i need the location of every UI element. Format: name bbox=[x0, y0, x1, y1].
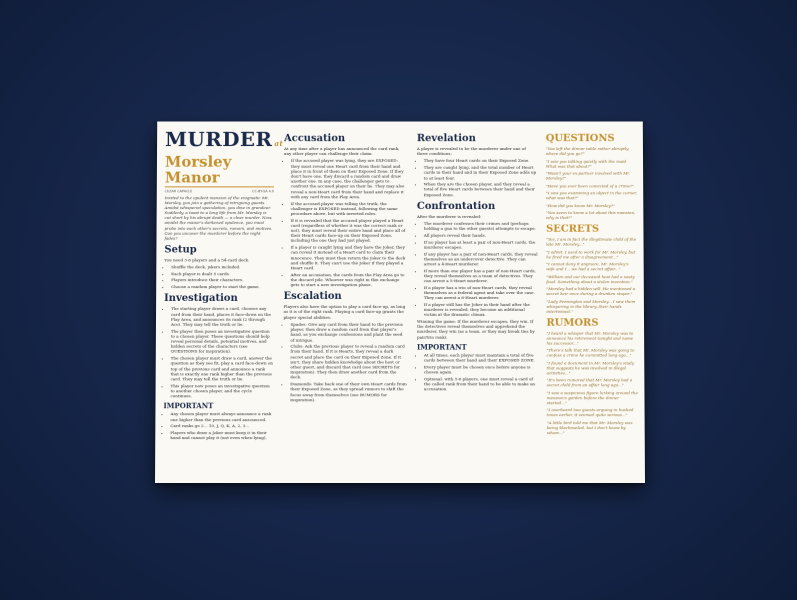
secret-quote: "William and our deceased host had a nasty feud. Something about a stolen invention." bbox=[546, 273, 635, 284]
setup-item: • Players introduce their characters. bbox=[171, 278, 274, 283]
rumor-quote: "I found a document in Mr. Morsley's study that suggests he was involved in illegal activities..." bbox=[546, 359, 635, 375]
secret-quote: "I admit, I used to work for Mr. Morsley, but he fired me after a disagreement..." bbox=[546, 249, 636, 259]
rumor-quote: "I saw a suspicious figure lurking around the mansion's garden before the dinner started..." bbox=[546, 389, 638, 405]
confrontation-item: • If any player has a pair of non-Heart cards, they reveal themselves as an undercover detective. They can arrest a 4-Heart murderer. bbox=[424, 251, 538, 266]
column-2 bbox=[283, 129, 407, 477]
accusation-lead: At any time after a player has announced the card rank, any other player can challenge their claim: bbox=[283, 146, 400, 157]
rumors-heading: RUMORS bbox=[546, 317, 599, 329]
rules-sheet bbox=[155, 122, 645, 483]
setup-item: • Choose a random player to start the game. bbox=[171, 284, 274, 289]
escalation-item: • Diamonds: Take back one of their own Heart cards from their Exposed Zone, as they spread rumors to shift the focus away from themselves (see RUMORS for inspiration). bbox=[290, 381, 407, 402]
accusation-item: • If the accused player was telling the truth, the challenger is EXPOSED instead, following the same procedure above, but with inverted roles. bbox=[291, 201, 407, 216]
column-1 bbox=[163, 127, 284, 477]
investigation-list bbox=[163, 306, 273, 398]
rumor-quote: "It's been rumored that Mr. Morsley had a secret child from an affair long ago..." bbox=[546, 377, 633, 388]
confrontation-item: • If no player has at least a pair of non-Heart cards, the murderer escapes. bbox=[424, 239, 538, 249]
title-murder: MURDER at bbox=[164, 127, 284, 151]
setup-list bbox=[164, 264, 274, 289]
rumor-quote: "I heard a whisper that Mr. Morsley was to announce his retirement tonight and name his successor..." bbox=[546, 330, 634, 346]
important-list bbox=[417, 352, 539, 391]
escalation-list bbox=[283, 322, 407, 403]
intro-text: Invited to the opulent mansion of the enigmatic Mr. Morsley, you join a gathering of intriguing guests. Amidst whispered speculation, you dine in grandeur. Suddenly, a toast to a long life from Mr. Morsley is cut short by his abrupt death — a clear murder. Now, amidst the manor's darkened opulence, you must probe into each other's secrets, rumors, and motives. Can you uncover the murderer before the night fades? bbox=[164, 195, 273, 241]
secret-quote: "Yes, I am in fact the illegitimate child of the late Mr. Morsley..." bbox=[546, 236, 637, 247]
rumor-quote: "I overheard two guests arguing in hushed tones earlier, it seemed quite serious..." bbox=[546, 407, 634, 418]
investigation-item: • The chosen player must draw a card, answer the question as they see fit, play a card face-down on top of the previous card and announce a rank that is exactly one rank higher than the previous card. They may tell the truth or lie. bbox=[171, 356, 274, 382]
revelation-list bbox=[417, 158, 538, 197]
accusation-list bbox=[284, 158, 407, 287]
accusation-item: • If the accused player was lying, they are EXPOSED: they must reveal one Heart card from their hand and place it in front of them on their Exposed Zone. If they don't have one, they discard a random card and draw another one. In any case, the challenger gets to confront the accused player on their lie. They may also reveal a non-Heart card from their hand and replace it with any card from the Play Area. bbox=[291, 158, 407, 199]
confrontation-item: • The murderer confesses their crimes and (perhaps holding a gun to the other guests) attempts to escape. bbox=[424, 221, 538, 231]
title-morsley-manor: Morsley Manor bbox=[165, 154, 274, 187]
confrontation-item: • If more than one player has a pair of non-Heart cards, they reveal themselves as a team of detectives. They can arrest a 5-Heart murderer. bbox=[424, 268, 538, 283]
question-quote: "Wasn't your ex-partner involved with Mr. Morsley?" bbox=[545, 170, 631, 181]
column-3 bbox=[417, 129, 539, 477]
important-item: • Optional: with 5-6 players, one must reveal a card of the called rank from their hand to be able to make an accusation. bbox=[424, 376, 539, 392]
revelation-heading: Revelation bbox=[416, 133, 476, 145]
revelation-item: • They are caught lying, and the total number of Heart cards in their hand and in their Exposed Zone adds up to at least four. bbox=[424, 165, 538, 180]
winning-text: Winning the game: If the murderer escapes, they win. If the detectives reveal themselves and apprehend the murderer, they win (as a team, or they may break ties by pair/trio rank). bbox=[416, 318, 535, 340]
important-list bbox=[163, 411, 273, 440]
important-item: • Every player must be chosen once before anyone is chosen again. bbox=[424, 364, 539, 374]
investigation-heading: Investigation bbox=[164, 293, 238, 305]
accusation-item: • If it is revealed that the accused player played a Heart card (regardless of whether it was the correct rank or not), they must reveal their entire hand and place all of their Heart cards face-up on their Exposed Zone, including the one they had just played. bbox=[291, 218, 407, 244]
column-4 bbox=[546, 129, 639, 477]
accusation-heading: Accusation bbox=[283, 133, 346, 145]
important-heading: IMPORTANT bbox=[416, 342, 467, 352]
escalation-lead: Players also have the option to play a card face-up, as long as it is of the right rank. Playing a card face-up grants the player special abilities: bbox=[283, 304, 406, 320]
rumor-quote: "There's talk that Mr. Morsley was going to confess a crime he committed long ago..." bbox=[546, 347, 635, 358]
confrontation-item: • If a player has a trio of non-Heart cards, they reveal themselves as a federal agent and take over the case. They can arrest a 6-Heart murderer. bbox=[424, 285, 538, 300]
title-at: at bbox=[274, 139, 284, 149]
accusation-item: • If a player is caught lying and they have the Joker, they can reveal it instead of a Heart card to claim their innocence. They must then return the Joker to the deck and shuffle it. They can't use the Joker if they played a Heart card. bbox=[291, 245, 407, 271]
confrontation-heading: Confrontation bbox=[416, 200, 496, 212]
important-item: • Players who draw a Joker must keep it in their hand and cannot play it (not even when lying). bbox=[170, 430, 273, 440]
secrets-heading: SECRETS bbox=[546, 223, 600, 235]
author: CEZAR CAPACLE bbox=[164, 189, 193, 194]
questions-heading: QUESTIONS bbox=[545, 133, 615, 145]
question-quote: "I saw you talking quietly with the maid. What was that about?" bbox=[545, 158, 628, 169]
byline bbox=[165, 189, 274, 193]
important-heading: IMPORTANT bbox=[163, 401, 214, 411]
question-quote: "Have you ever been convicted of a crime?" bbox=[545, 182, 634, 188]
accusation-item: • After an accusation, the cards from the Play Area go to the discard pile. Whoever was right in this exchange gets to start a new investigation phase. bbox=[291, 272, 407, 287]
license: CC-BY-SA 4.0 bbox=[252, 189, 274, 194]
investigation-item: • The starting player draws a card, chooses any card from their hand, places it face-down on the Play Area, and announces its rank (2 through Ace). They may tell the truth or lie. bbox=[171, 306, 274, 327]
investigation-item: • This player now poses an investigative question to another chosen player, and the cycle continues. bbox=[170, 383, 273, 399]
confrontation-list bbox=[417, 221, 539, 317]
secret-quote: "Lady Pennington and Morsley... I saw them whispering in the library, their hands intertwined." bbox=[546, 298, 636, 314]
confrontation-lead: After the murderer is revealed: bbox=[416, 213, 482, 219]
secret-quote: "Morsley had a hidden will. He mentioned a secret heir once during a drunken stupor." bbox=[546, 286, 636, 296]
setup-heading: Setup bbox=[164, 244, 197, 256]
important-item: • At all times, each player must maintain a total of five cards between their hand and their EXPOSED ZONE. bbox=[424, 352, 539, 362]
confrontation-item: • All players reveal their hands. bbox=[424, 233, 538, 238]
question-quote: "You left the dinner table rather abruptly, where did you go?" bbox=[545, 146, 630, 156]
important-item: • Any chosen player must always announce a rank one higher than the previous card announced. bbox=[170, 411, 273, 421]
revelation-item: • When they are the chosen player, and they reveal a total of five Heart cards between their hand and their Exposed Zone. bbox=[424, 182, 538, 197]
revelation-lead: A player is revealed to be the murderer under one of three conditions: bbox=[416, 146, 526, 157]
setup-lead: You need 3-6 players and a 54-card deck. bbox=[164, 257, 250, 263]
setup-item: • Shuffle the deck, jokers included. bbox=[171, 264, 273, 269]
question-quote: "I saw you examining an object in the corner, what was that?" bbox=[545, 190, 638, 201]
escalation-item: • Spades: Give any card from their hand to the previous player, then draw a random card from that player's hand, as you exchange confessions and plant the seed of intrigue. bbox=[290, 322, 407, 343]
setup-item: • Each player is dealt 5 cards. bbox=[171, 271, 273, 276]
escalation-item: • Clubs: Ask the previous player to reveal a random card from their hand. If it is Hearts, they reveal a dark secret and place the card on their Exposed Zone. If it isn't, they share hidden knowledge about the host or other guest, and discard that card (see SECRETS for inspiration). They then draw another card from the deck. bbox=[290, 344, 407, 380]
question-quote: "How did you know Mr. Morsley?" bbox=[545, 202, 615, 208]
revelation-item: • They have four Heart cards on their Exposed Zone. bbox=[424, 158, 538, 163]
question-quote: "You seem to know a lot about this mansion, why is that?" bbox=[545, 210, 636, 220]
secret-quote: "I cannot deny it anymore, Mr. Morsley's wife and I... we had a secret affair..." bbox=[546, 261, 629, 272]
rumor-quote: "A little bird told me that Mr. Morsley was being blackmailed, but I don't know by whom..." bbox=[546, 419, 633, 435]
important-item: • Card ranks go 2... 10, J, Q, K, A, 2, 3... bbox=[170, 423, 273, 428]
escalation-heading: Escalation bbox=[283, 291, 342, 303]
confrontation-item: • If a player still has the Joker in their hand after the murderer is revealed, they become an additional victim at the dramatic climax. bbox=[424, 302, 539, 317]
investigation-item: • The player then poses an investigative question to a chosen player. These questions should help reveal personal details, potential motives, and hidden secrets of the characters (see QUESTIONS for inspiration). bbox=[171, 328, 274, 354]
